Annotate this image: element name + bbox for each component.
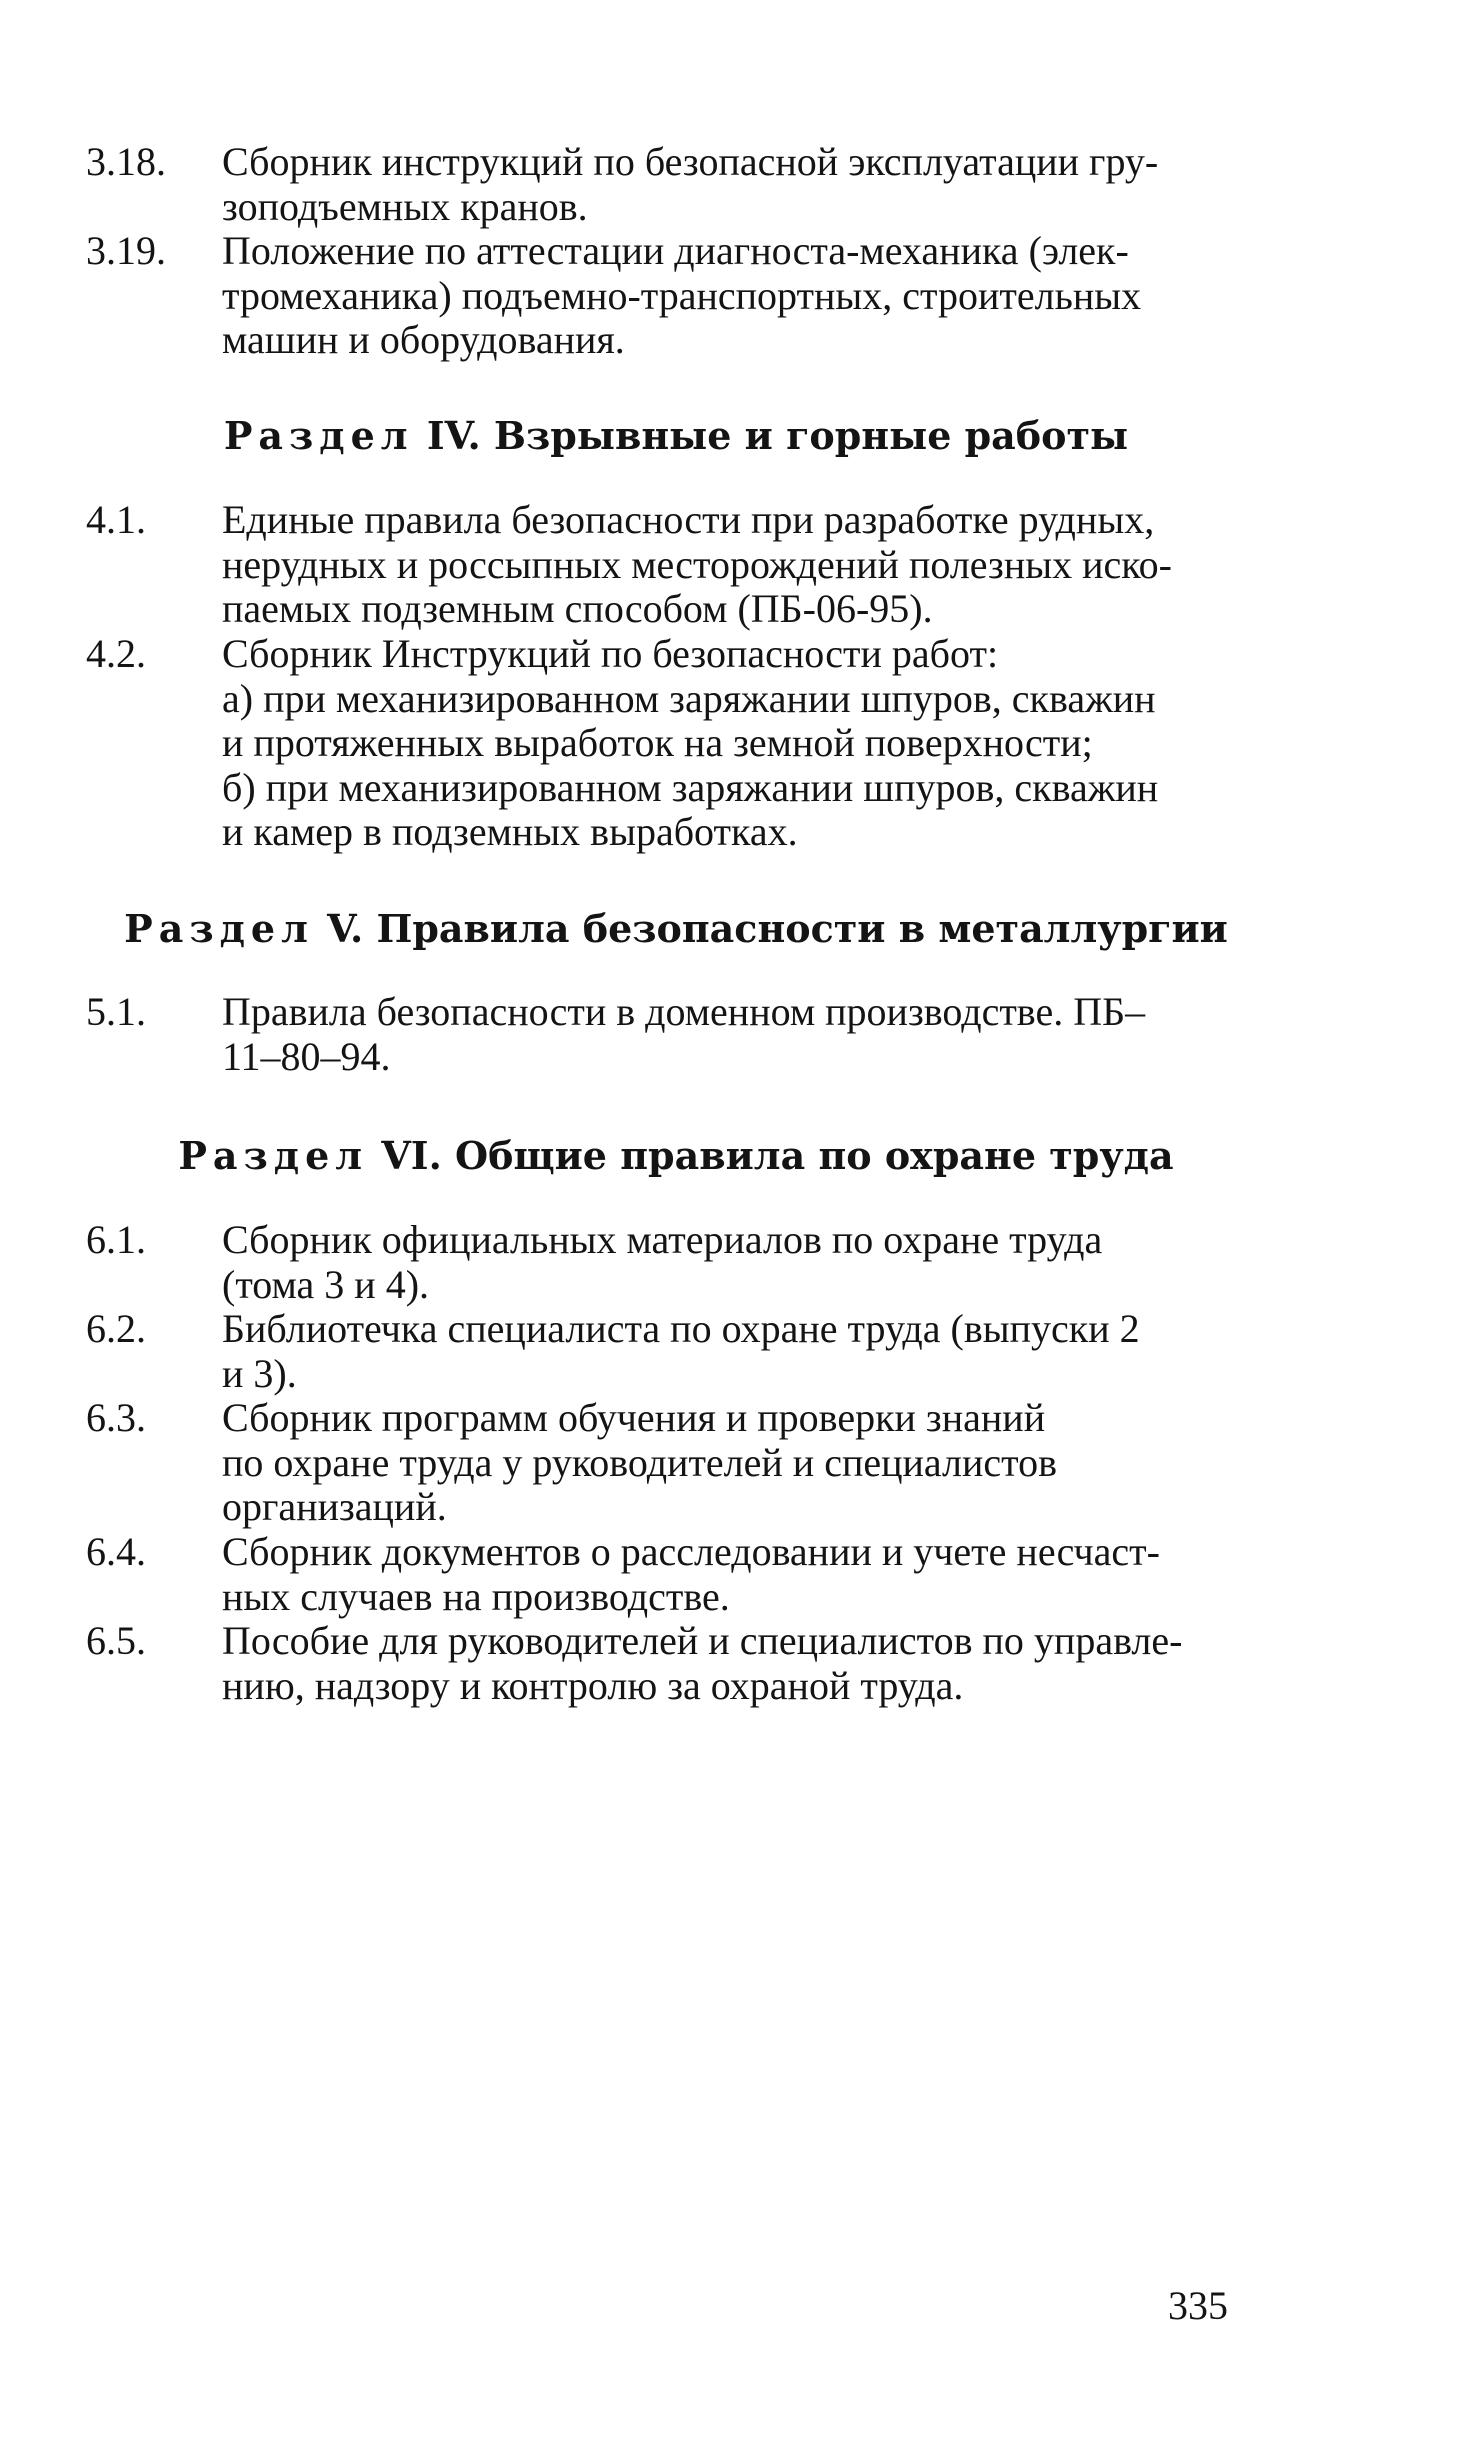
entry-text (222, 140, 1266, 229)
entry-text (222, 1619, 1266, 1708)
entry-text (222, 1530, 1266, 1619)
entry-line: Сборник программ обучения и проверки знаний (222, 1395, 1046, 1440)
entry-number: 5.1. (86, 989, 146, 1034)
entry-text (222, 632, 1266, 855)
entry-number: 6.1. (86, 1217, 146, 1262)
entry-text (222, 1307, 1266, 1396)
entry-line: Сборник официальных материалов по охране труда (222, 1217, 1103, 1262)
list-entry-6-2 (86, 1307, 1266, 1396)
entry-line: Сборник инструкций по безопасной эксплуатации гру- (222, 139, 1159, 184)
entry-line: и камер в подземных выработках. (222, 809, 798, 854)
entry-line: и протяженных выработок на земной поверхности; (222, 720, 1093, 765)
section-heading-iv (86, 413, 1266, 459)
entry-line: (тома 3 и 4). (222, 1261, 430, 1307)
list-entry-6-3 (86, 1396, 1266, 1530)
entry-line: нерудных и россыпных месторождений полезных иско- (222, 541, 1172, 587)
section-word: Раздел (223, 413, 414, 458)
entry-text (222, 229, 1266, 363)
entry-line: зоподъемных кранов. (222, 183, 588, 229)
entry-number: 6.3. (86, 1395, 146, 1440)
list-entry-3-18 (86, 140, 1266, 229)
entry-line: машин и оборудования. (222, 317, 625, 362)
entry-text (222, 1218, 1266, 1307)
entry-number: 4.2. (86, 631, 146, 676)
entry-line: 11–80–94. (222, 1033, 391, 1079)
section-word: Раздел (178, 1133, 369, 1178)
entry-line: Правила безопасности в доменном производстве. ПБ– (222, 989, 1146, 1034)
section-title: IV. Взрывные и горные работы (426, 413, 1129, 458)
entry-text (222, 498, 1266, 632)
entry-line: Сборник документов о расследовании и учете несчаст- (222, 1529, 1160, 1574)
entry-line: б) при механизированном заряжании шпуров, скважин (222, 764, 1159, 810)
section-heading-v (86, 906, 1266, 952)
entry-number: 3.19. (86, 228, 166, 273)
entry-line: нию, надзору и контролю за охраной труда. (222, 1662, 964, 1708)
section-word: Раздел (124, 906, 314, 951)
entry-text (222, 990, 1266, 1079)
entry-line: и 3). (222, 1350, 297, 1396)
entry-number: 3.18. (86, 139, 166, 184)
entry-number: 6.5. (86, 1618, 146, 1663)
entry-line: ных случаев на производстве. (222, 1573, 730, 1619)
list-entry-4-1 (86, 498, 1266, 632)
entry-line: Единые правила безопасности при разработке рудных, (222, 497, 1155, 542)
entry-line: Библиотечка специалиста по охране труда (выпуски 2 (222, 1306, 1140, 1351)
entry-line: организаций. (222, 1484, 447, 1529)
entry-line: паемых подземным способом (ПБ-06-95). (222, 586, 933, 631)
list-entry-5-1 (86, 990, 1266, 1079)
list-entry-6-5 (86, 1619, 1266, 1708)
list-entry-4-2 (86, 632, 1266, 855)
entry-text (222, 1396, 1266, 1530)
section-title: V. Правила безопасности в металлургии (327, 906, 1228, 951)
section-title: VI. Общие правила по охране труда (381, 1133, 1174, 1178)
section-heading-vi (86, 1133, 1266, 1179)
entry-line: Сборник Инструкций по безопасности работ: (222, 631, 999, 676)
entry-line: Положение по аттестации диагноста-механика (элек- (222, 228, 1129, 273)
entry-line: Пособие для руководителей и специалистов по управле- (222, 1618, 1183, 1663)
entry-number: 6.4. (86, 1529, 146, 1574)
entry-number: 6.2. (86, 1306, 146, 1351)
entry-line: по охране труда у руководителей и специалистов (222, 1439, 1057, 1485)
list-entry-6-1 (86, 1218, 1266, 1307)
list-entry-6-4 (86, 1530, 1266, 1619)
page-number: 335 (1168, 2283, 1228, 2328)
entry-line: а) при механизированном заряжании шпуров, скважин (222, 675, 1156, 721)
entry-number: 4.1. (86, 497, 146, 542)
list-entry-3-19 (86, 229, 1266, 363)
entry-line: тромеханика) подъемно-транспортных, строительных (222, 272, 1142, 318)
